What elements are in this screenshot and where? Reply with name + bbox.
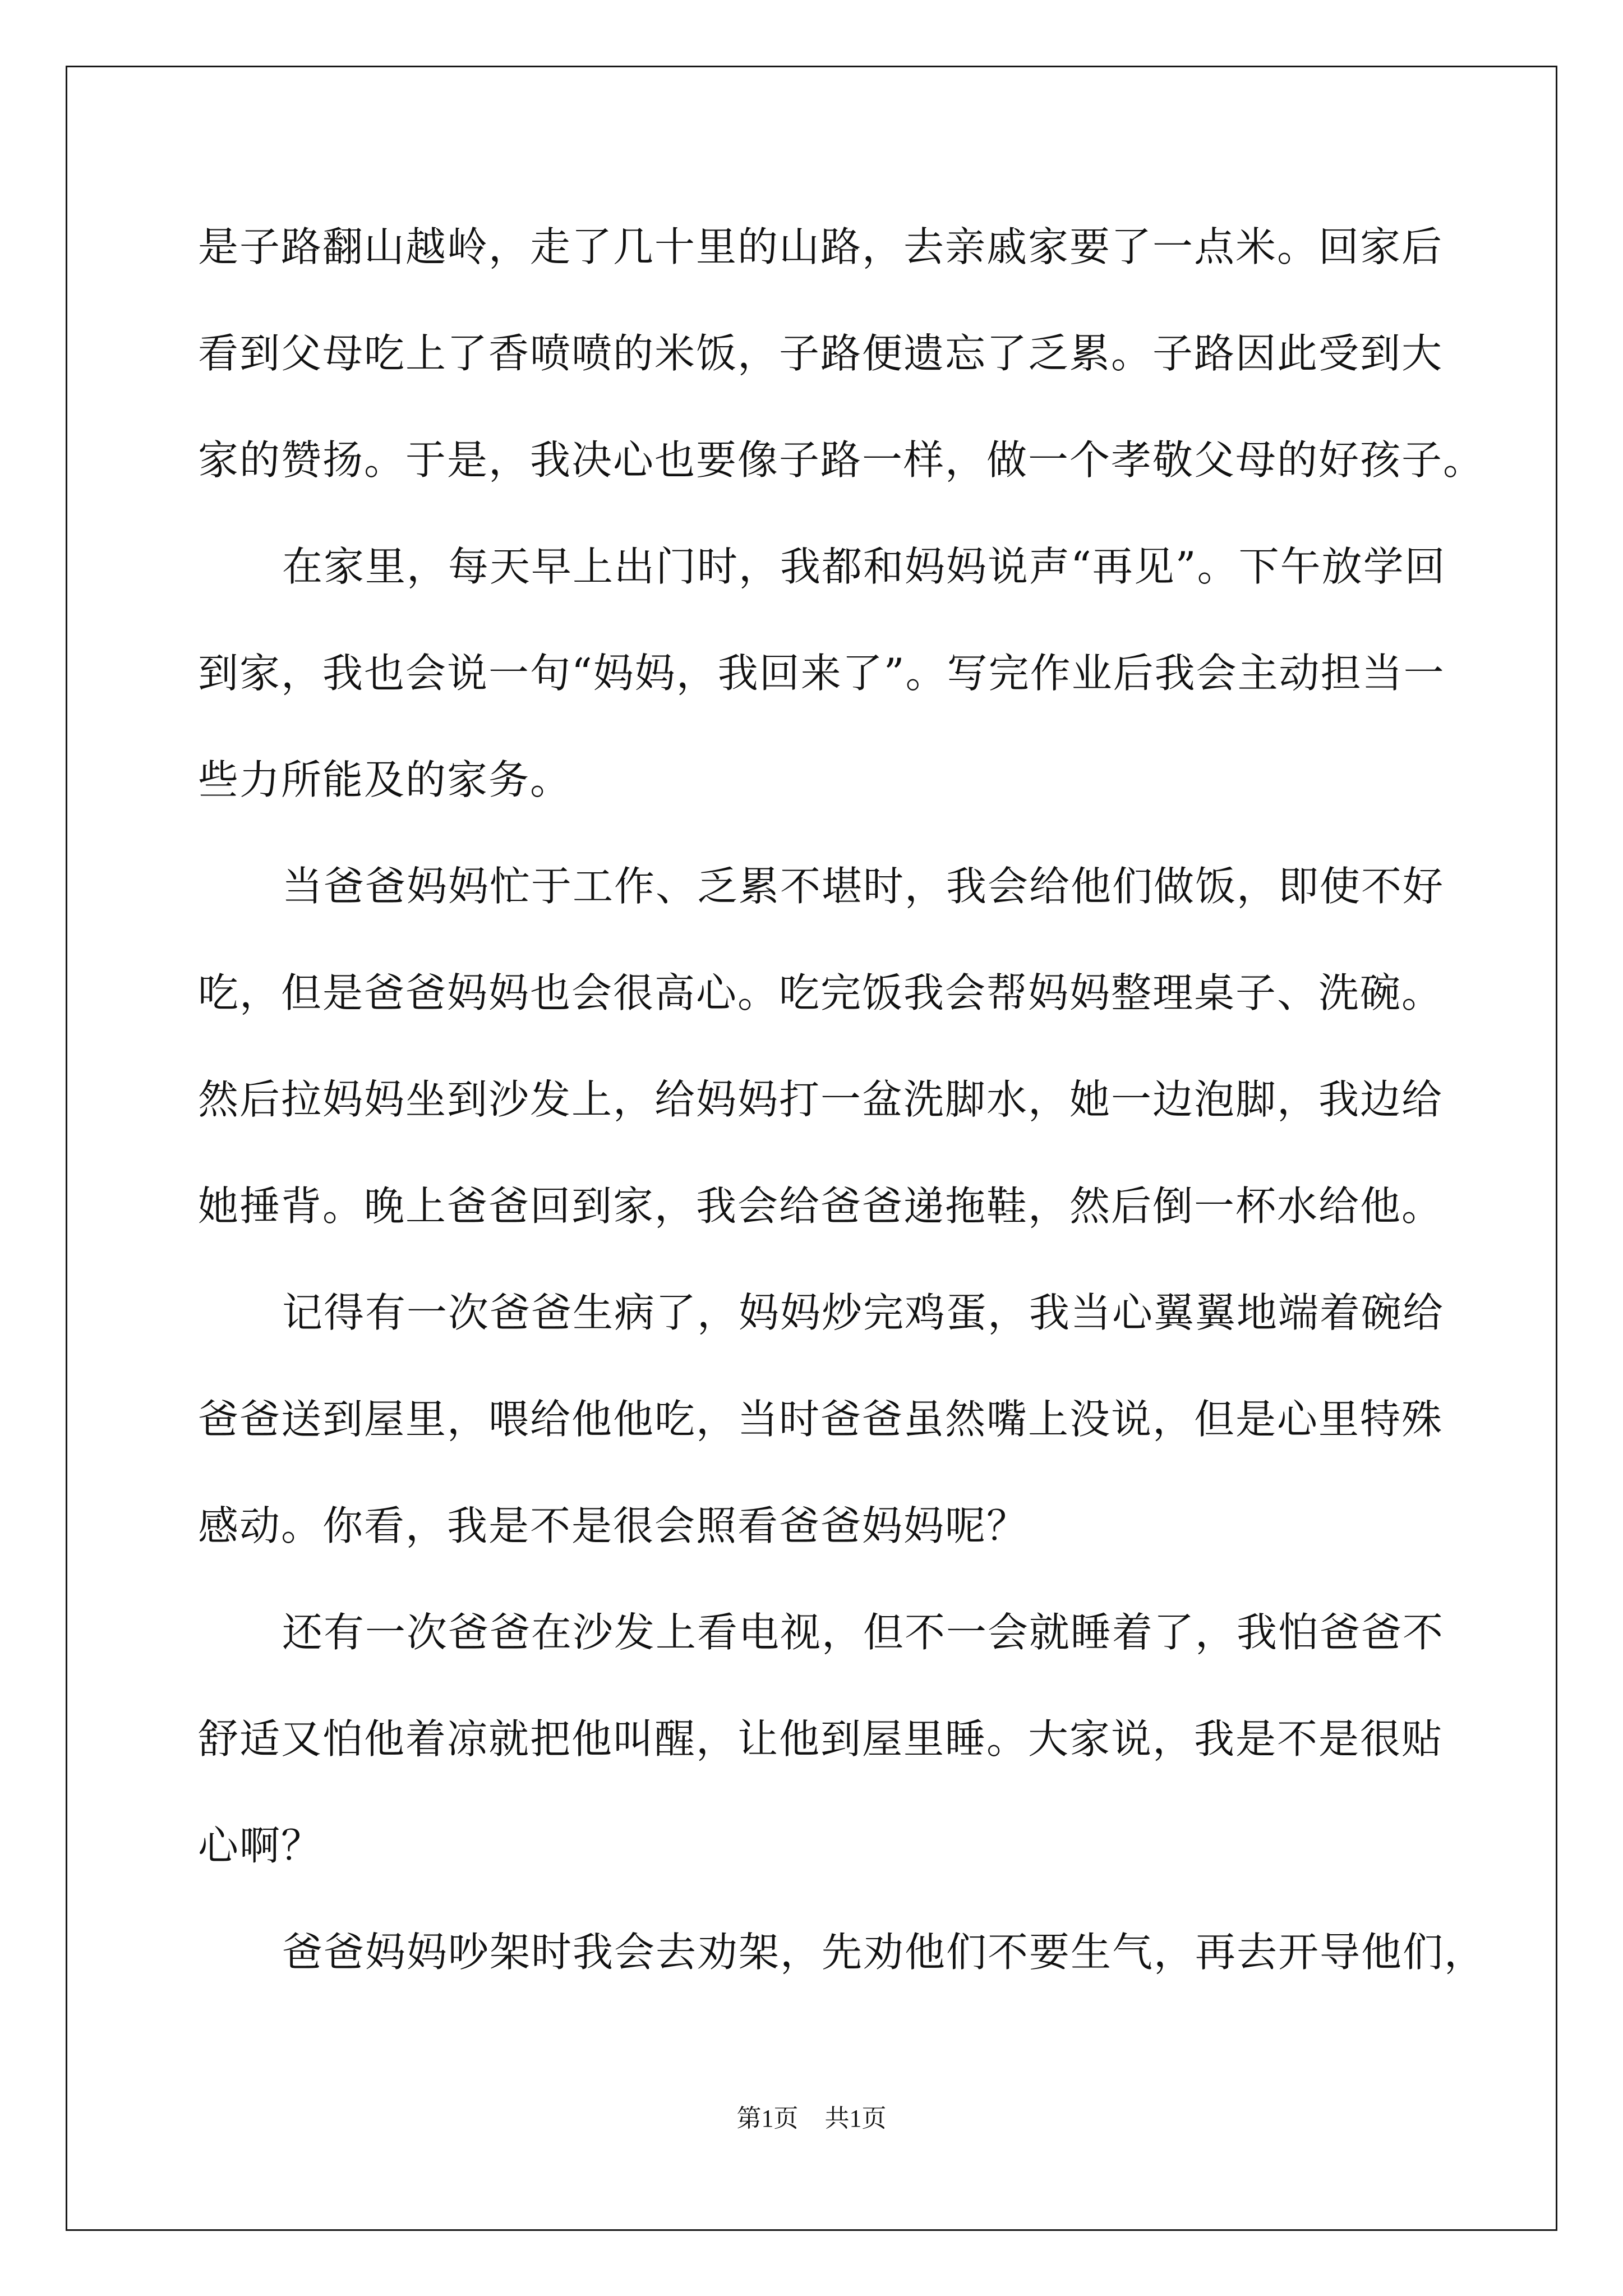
text-line: 然后拉妈妈坐到沙发上，给妈妈打一盆洗脚水，她一边泡脚，我边给 (198, 1076, 1444, 1123)
text-line: 感动。你看，我是不是很会照看爸爸妈妈呢？ (198, 1502, 1029, 1549)
text-line: 吃，但是爸爸妈妈也会很高心。吃完饭我会帮妈妈整理桌子、洗碗。 (198, 969, 1444, 1016)
text-line: 心啊？ (198, 1822, 323, 1869)
text-line: 舒适又怕他着凉就把他叫醒，让他到屋里睡。大家说，我是不是很贴 (198, 1715, 1444, 1763)
text-line: 到家，我也会说一句“妈妈，我回来了”。写完作业后我会主动担当一 (198, 650, 1445, 697)
text-line: 她捶背。晚上爸爸回到家，我会给爸爸递拖鞋，然后倒一杯水给他。 (198, 1182, 1444, 1230)
text-line: 爸爸妈妈吵架时我会去劝架，先劝他们不要生气，再去开导他们， (282, 1929, 1486, 1976)
page-number: 第1页 (736, 2105, 799, 2132)
text-line: 些力所能及的家务。 (198, 756, 572, 803)
page-total: 共1页 (824, 2105, 887, 2132)
text-line: 爸爸送到屋里，喂给他他吃，当时爸爸虽然嘴上没说，但是心里特殊 (198, 1396, 1444, 1443)
text-line: 是子路翻山越岭，走了几十里的山路，去亲戚家要了一点米。回家后 (198, 223, 1444, 270)
text-line: 还有一次爸爸在沙发上看电视，但不一会就睡着了，我怕爸爸不 (282, 1609, 1445, 1656)
text-line: 当爸爸妈妈忙于工作、乏累不堪时，我会给他们做饭，即使不好 (282, 863, 1445, 910)
text-line: 记得有一次爸爸生病了，妈妈炒完鸡蛋，我当心翼翼地端着碗给 (282, 1289, 1445, 1336)
text-line: 家的赞扬。于是，我决心也要像子路一样，做一个孝敬父母的好孩子。 (198, 436, 1485, 484)
text-line: 看到父母吃上了香喷喷的米饭，子路便遗忘了乏累。子路因此受到大 (198, 330, 1444, 377)
page-border (66, 66, 1557, 2231)
page-footer (0, 2098, 1623, 2134)
text-line: 在家里，每天早上出门时，我都和妈妈说声“再见”。下午放学回 (282, 543, 1446, 590)
